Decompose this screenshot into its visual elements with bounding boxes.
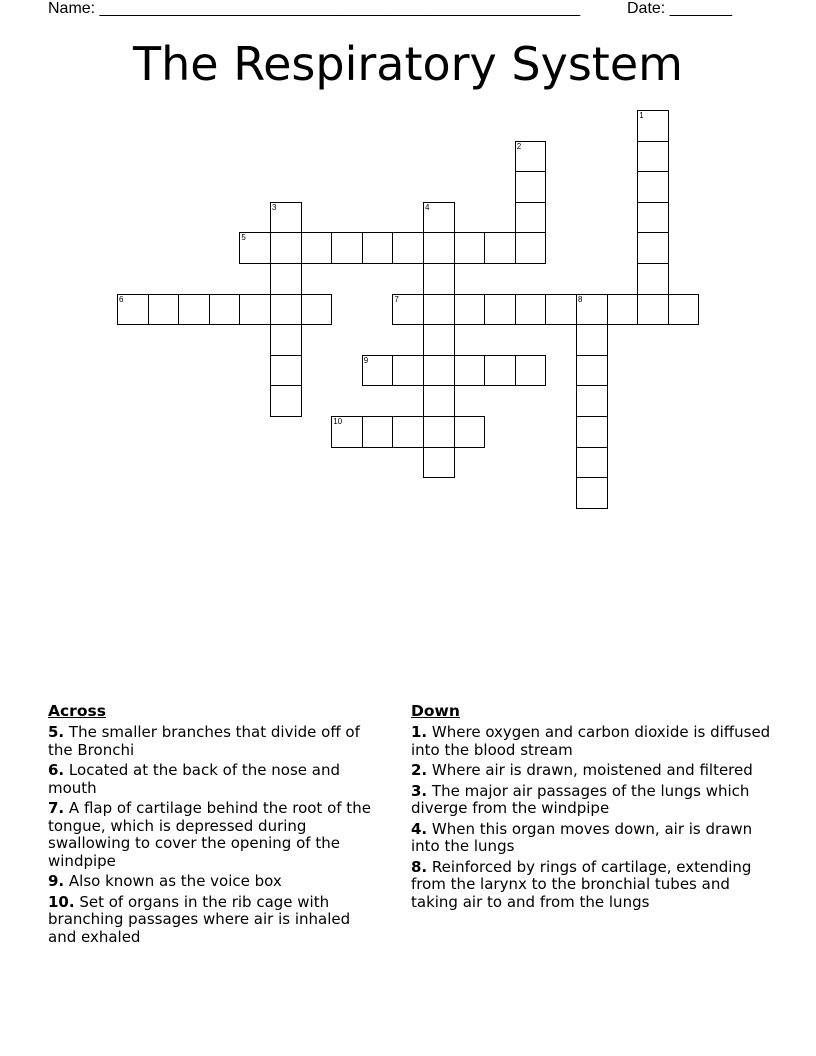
- clue-text: Reinforced by rings of cartilage, extending from the larynx to the bronchial tubes and taking air to and from the lungs: [411, 857, 752, 911]
- crossword-cell[interactable]: [392, 416, 424, 448]
- date-field-label[interactable]: Date: _______: [627, 0, 732, 17]
- clue-across-6: [48, 762, 383, 797]
- crossword-cell[interactable]: [270, 294, 302, 326]
- clue-down-1: [411, 724, 771, 759]
- clue-number: 5.: [48, 723, 65, 741]
- crossword-cell[interactable]: [515, 355, 547, 387]
- clue-text: Also known as the voice box: [68, 872, 282, 890]
- clue-text: Located at the back of the nose and mouth: [48, 761, 340, 797]
- crossword-cell[interactable]: [392, 232, 424, 264]
- clue-number-label: 7: [394, 294, 399, 304]
- clue-text: A flap of cartilage behind the root of the tongue, which is depressed during swallowing to cover the opening of the windpipe: [48, 799, 371, 870]
- clue-number: 10.: [48, 892, 75, 911]
- clue-down-4: [411, 821, 771, 856]
- crossword-cell[interactable]: [270, 385, 302, 417]
- crossword-cell[interactable]: [576, 477, 608, 509]
- clue-down-8: [411, 859, 771, 912]
- crossword-cell[interactable]: [515, 141, 547, 173]
- crossword-cell[interactable]: [576, 385, 608, 417]
- crossword-cell[interactable]: [270, 202, 302, 234]
- crossword-cell[interactable]: [515, 202, 547, 234]
- clue-number: 4.: [411, 819, 428, 838]
- clue-number: 1.: [411, 723, 428, 741]
- clue-number-label: 3: [272, 202, 277, 212]
- crossword-cell[interactable]: [515, 171, 547, 203]
- down-heading: Down: [411, 702, 460, 720]
- clue-number: 7.: [48, 799, 65, 817]
- crossword-cell[interactable]: [454, 416, 486, 448]
- crossword-cell[interactable]: [362, 416, 394, 448]
- crossword-cell[interactable]: [637, 202, 669, 234]
- crossword-cell[interactable]: [454, 355, 486, 387]
- crossword-cell[interactable]: [637, 294, 669, 326]
- clue-text: Where oxygen and carbon dioxide is diffused into the blood stream: [411, 723, 771, 759]
- clue-number: 6.: [48, 761, 65, 779]
- clue-text: The major air passages of the lungs which diverge from the windpipe: [411, 781, 750, 817]
- clue-number-label: 10: [333, 417, 343, 426]
- crossword-cell[interactable]: [423, 294, 455, 326]
- clue-across-7: [48, 800, 383, 870]
- clue-text: Where air is drawn, moistened and filtered: [431, 761, 753, 779]
- crossword-cell[interactable]: [637, 110, 669, 142]
- crossword-cell[interactable]: [392, 294, 424, 326]
- crossword-cell[interactable]: [239, 232, 271, 264]
- crossword-cell[interactable]: [545, 294, 577, 326]
- crossword-cell[interactable]: [576, 416, 608, 448]
- clue-across-5: [48, 724, 383, 759]
- crossword-cell[interactable]: [423, 263, 455, 295]
- crossword-cell[interactable]: [607, 294, 639, 326]
- clue-down-2: [411, 762, 771, 780]
- crossword-cell[interactable]: [637, 171, 669, 203]
- crossword-cell[interactable]: [148, 294, 180, 326]
- crossword-cell[interactable]: [423, 385, 455, 417]
- clue-down-3: [411, 783, 771, 818]
- crossword-cell[interactable]: [270, 324, 302, 356]
- crossword-cell[interactable]: [668, 294, 700, 326]
- down-clues: [411, 702, 771, 914]
- crossword-cell[interactable]: [209, 294, 241, 326]
- crossword-cell[interactable]: [331, 416, 363, 448]
- crossword-cell[interactable]: [637, 263, 669, 295]
- clue-number-label: 9: [363, 355, 369, 365]
- clue-number: 9.: [48, 872, 65, 890]
- clue-number-label: 2: [516, 141, 522, 151]
- crossword-cell[interactable]: [270, 355, 302, 387]
- crossword-cell[interactable]: [423, 416, 455, 448]
- crossword-cell[interactable]: [239, 294, 271, 326]
- crossword-cell[interactable]: [515, 294, 547, 326]
- page-title: The Respiratory System: [133, 37, 683, 91]
- crossword-cell[interactable]: [423, 324, 455, 356]
- clue-text: Set of organs in the rib cage with branching passages where air is inhaled and exhaled: [48, 892, 351, 946]
- crossword-cell[interactable]: [392, 355, 424, 387]
- clue-number-label: 1: [639, 111, 644, 120]
- crossword-cell[interactable]: [423, 202, 455, 234]
- name-field-label[interactable]: Name: ______________________________________________________: [48, 0, 581, 17]
- clue-number-label: 6: [119, 294, 124, 304]
- clue-across-9: [48, 873, 383, 891]
- crossword-cell[interactable]: [301, 294, 333, 326]
- clue-number-label: 5: [241, 233, 246, 243]
- crossword-cell[interactable]: [270, 232, 302, 264]
- crossword-cell[interactable]: [423, 355, 455, 387]
- crossword-cell[interactable]: [576, 324, 608, 356]
- crossword-cell[interactable]: [423, 232, 455, 264]
- crossword-cell[interactable]: [637, 232, 669, 264]
- crossword-cell[interactable]: [576, 294, 608, 326]
- crossword-cell[interactable]: [454, 232, 486, 264]
- across-clues: [48, 702, 383, 949]
- across-heading: Across: [48, 702, 106, 720]
- clue-number-label: 8: [578, 294, 583, 304]
- clue-number: 8.: [411, 857, 428, 876]
- clue-number: 2.: [411, 761, 428, 779]
- crossword-cell[interactable]: [362, 232, 394, 264]
- clue-number-label: 4: [425, 202, 430, 212]
- crossword-cell[interactable]: [484, 294, 516, 326]
- crossword-cell[interactable]: [331, 232, 363, 264]
- crossword-cell[interactable]: [515, 232, 547, 264]
- crossword-cell[interactable]: [576, 447, 608, 479]
- clue-across-10: [48, 894, 383, 947]
- crossword-cell[interactable]: [637, 141, 669, 173]
- crossword-cell[interactable]: [362, 355, 394, 387]
- clue-text: When this organ moves down, air is drawn into the lungs: [411, 819, 753, 855]
- crossword-cell[interactable]: [454, 294, 486, 326]
- clue-text: The smaller branches that divide off of the Bronchi: [48, 723, 360, 759]
- crossword-cell[interactable]: [576, 355, 608, 387]
- crossword-cell[interactable]: [301, 232, 333, 264]
- crossword-cell[interactable]: [484, 232, 516, 264]
- crossword-cell[interactable]: [484, 355, 516, 387]
- crossword-cell[interactable]: [117, 294, 149, 326]
- clue-number: 3.: [411, 781, 428, 800]
- crossword-cell[interactable]: [270, 263, 302, 295]
- crossword-cell[interactable]: [423, 447, 455, 479]
- crossword-cell[interactable]: [178, 294, 210, 326]
